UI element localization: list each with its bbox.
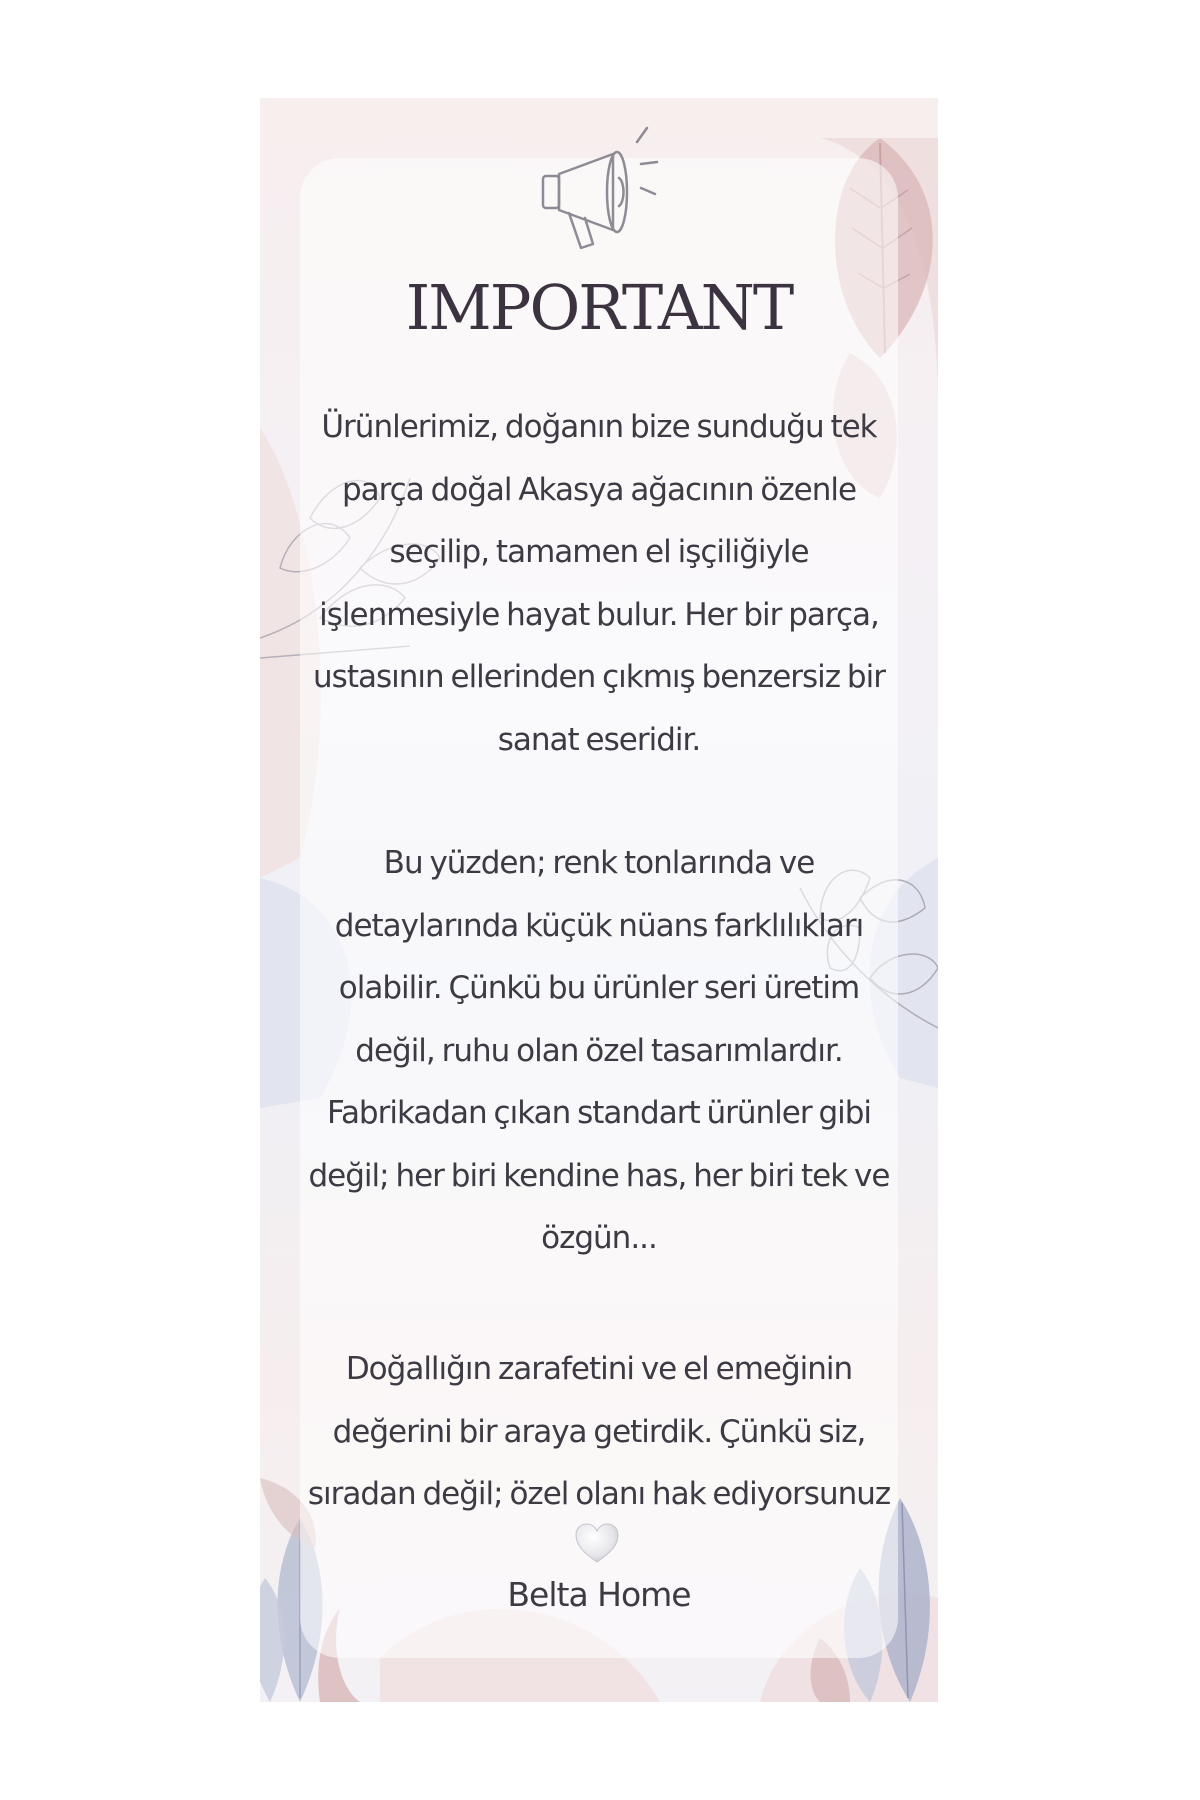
text-line: Bu yüzden; renk tonlarında ve [383,845,815,881]
heart-icon [574,1522,620,1566]
text-line: Doğallığın zarafetini ve el emeğinin [345,1351,853,1387]
paragraph-variation [280,832,918,1270]
text-line: parça doğal Akasya ağacının özenle [341,471,857,508]
notice-card [260,98,938,1702]
text-line: Fabrikadan çıkan standart ürünler gibi [326,1095,872,1131]
paragraph-closing [280,1338,918,1526]
text-line: ustasının ellerinden çıkmış benzersiz bir [313,659,885,695]
text-line: sanat eseridir. [497,721,701,758]
paragraph-intro [280,396,918,771]
megaphone-icon [529,112,669,262]
text-line: işlenmesiyle hayat bulur. Her bir parça, [319,596,879,633]
text-line: sıradan değil; özel olanı hak ediyorsunuz [307,1476,891,1512]
text-line: Ürünlerimiz, doğanın bize sunduğu tek [321,409,877,445]
content [260,98,938,1702]
text-line: özgün... [541,1220,657,1256]
text-line: detaylarında küçük nüans farklılıkları [334,907,864,944]
text-line: seçilip, tamamen el işçiliğiyle [389,534,809,570]
text-line: değil, ruhu olan özel tasarımlardır. [355,1032,843,1069]
text-line: değil; her biri kendine has, her biri tek ve [308,1157,890,1194]
text-line: değerini bir araya getirdik. Çünkü siz, [332,1413,866,1450]
brand-signature: Belta Home [507,1575,691,1614]
page-title: IMPORTANT [405,271,793,344]
text-line: olabilir. Çünkü bu ürünler seri üretim [338,970,860,1006]
